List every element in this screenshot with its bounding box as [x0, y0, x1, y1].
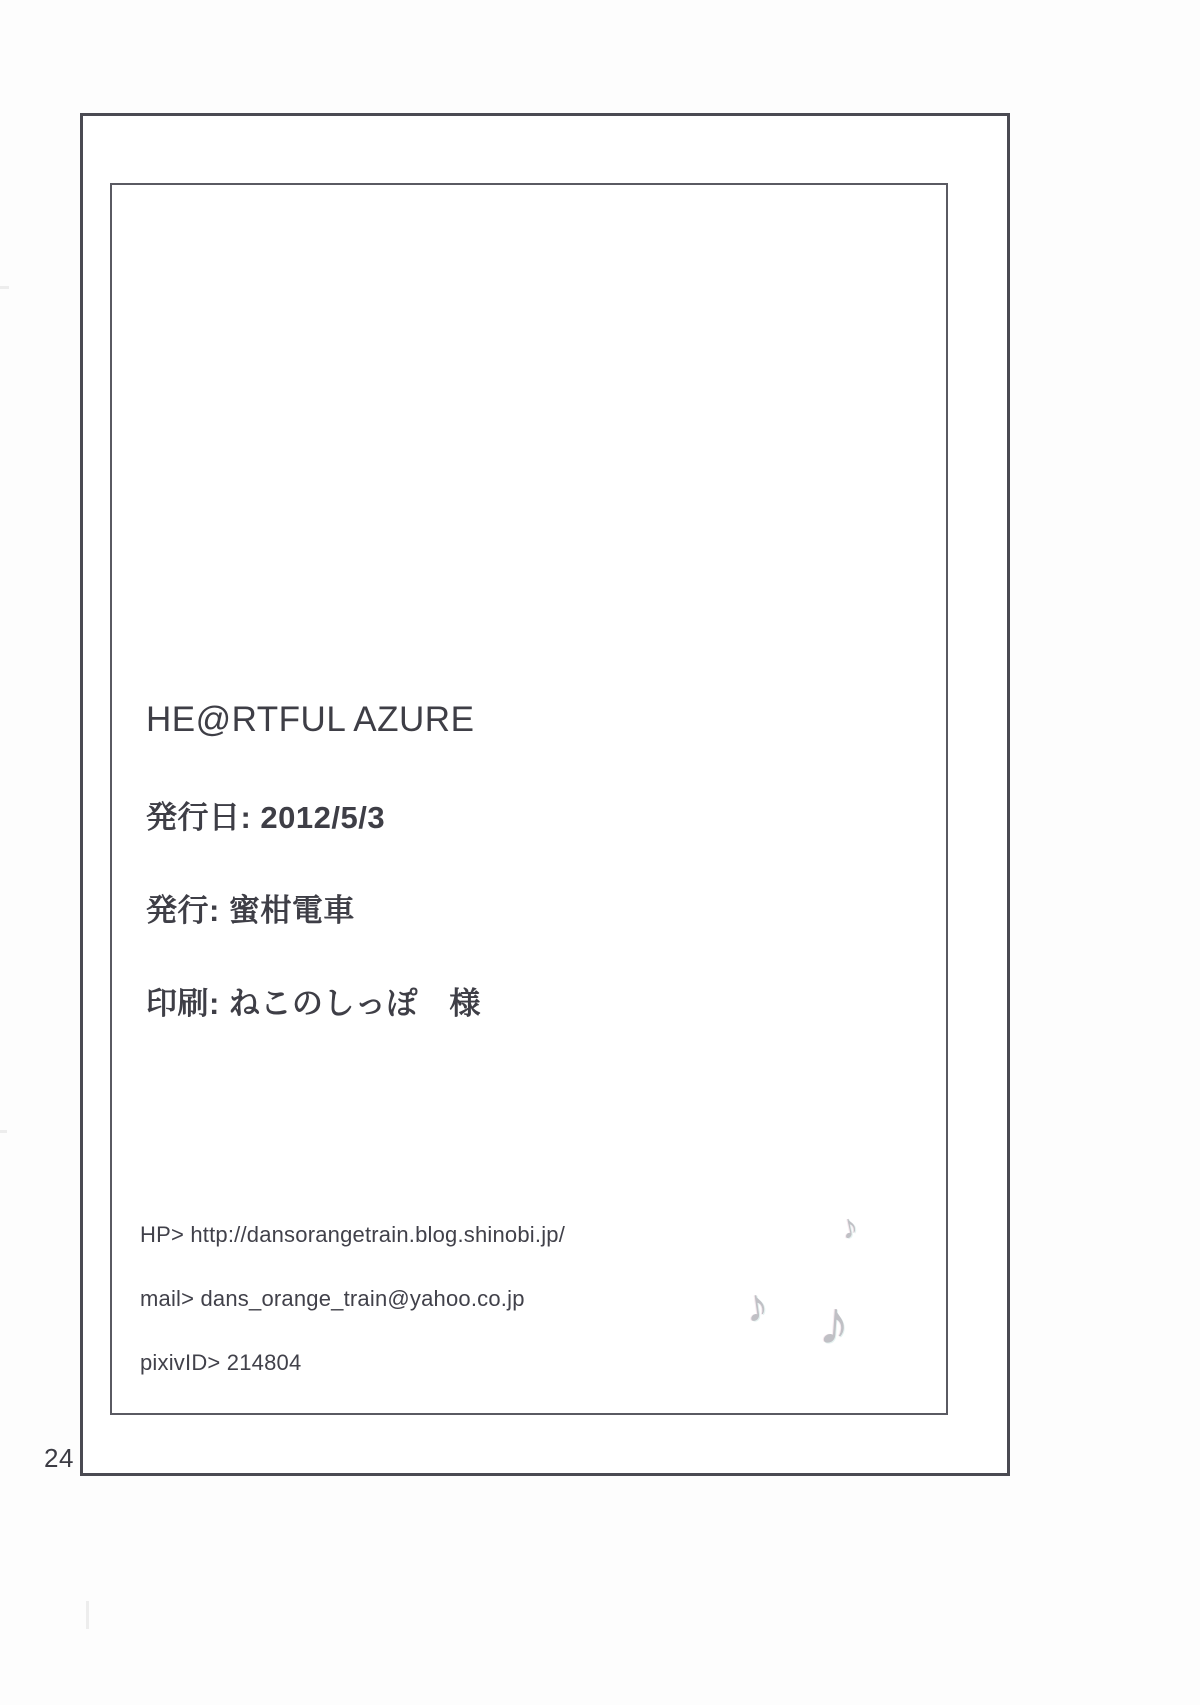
publication-date: 発行日: 2012/5/3 [146, 800, 386, 835]
publisher-name: 発行: 蜜柑電車 [146, 893, 355, 928]
scan-edge-mark [86, 1601, 89, 1629]
email-address: mail> dans_orange_train@yahoo.co.jp [140, 1286, 525, 1311]
colophon-block [146, 700, 786, 1023]
scan-edge-mark [0, 286, 9, 289]
homepage-url: HP> http://dansorangetrain.blog.shinobi.jp/ [140, 1222, 566, 1247]
music-note-icon: ♪ [741, 1277, 772, 1333]
contact-block [140, 1222, 780, 1376]
pixiv-id: pixivID> 214804 [140, 1350, 302, 1375]
music-note-icon: ♪ [837, 1206, 862, 1248]
printer-name: 印刷: ねこのしっぽ 様 [146, 986, 481, 1021]
scan-edge-mark [0, 1130, 7, 1133]
music-note-icon: ♪ [816, 1288, 853, 1359]
page-number: 24 [44, 1443, 74, 1473]
publication-title: HE@RTFUL AZURE [146, 700, 475, 739]
